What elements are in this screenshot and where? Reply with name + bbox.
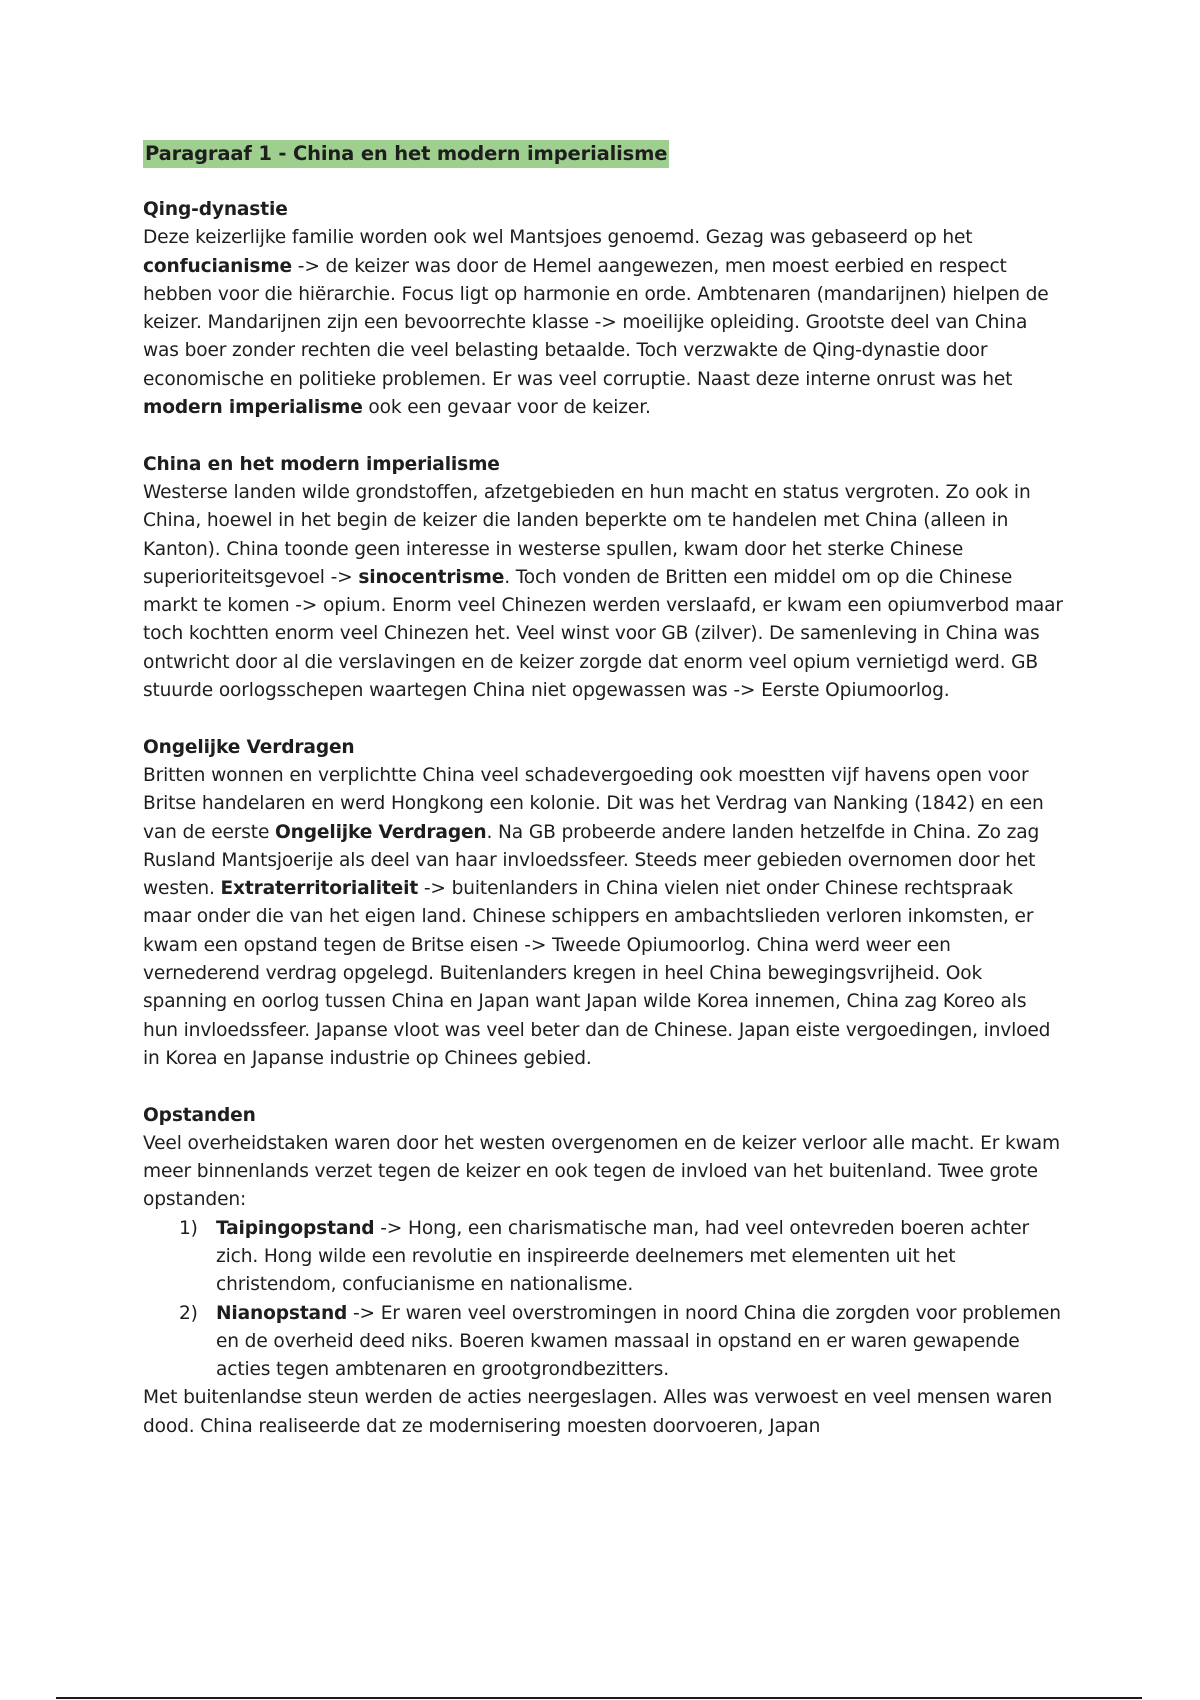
numbered-list [143,1215,1063,1385]
section-paragraph: Westerse landen wilde grondstoffen, afzetgebieden en hun macht en status vergroten. Zo ook in China, hoewel in het begin de keizer die landen beperkte om te handelen met China (alleen in Kanton). China toonde geen interesse in westerse spullen, kwam door het sterke Chinese superioriteitsgevoel -> sinocentrisme. Toch vonden de Britten een middel om op die Chinese markt te komen -> opium. Enorm veel Chinezen werden verslaafd, er kwam een opiumverbod maar toch kochtten enorm veel Chinezen het. Veel winst voor GB (zilver). De samenleving in China was ontwricht door al die verslavingen en de keizer zorgde dat enorm veel opium vernietigd werd. GB stuurde oorlogsschepen waartegen China niet opgewassen was -> Eerste Opiumoorlog. [143,481,1063,702]
document-page [143,140,1063,1441]
section-intro: Veel overheidstaken waren door het westen overgenomen en de keizer verloor alle macht. Er kwam meer binnenlands verzet tegen de keizer en ook tegen de invloed van het buitenland. Twee grote opstanden: [143,1132,1060,1211]
list-number: 2) [179,1302,198,1324]
list-item: 1) Taipingopstand -> Hong, een charismatische man, had veel ontevreden boeren achter zich. Hong wilde een revolutie en inspireerde deelnemers met elementen uit het christendom, confucianisme en nationalisme. [143,1215,1063,1300]
page-title: Paragraaf 1 - China en het modern imperialisme [143,140,669,168]
list-number: 1) [179,1217,198,1239]
section-heading: Opstanden [143,1104,256,1126]
section-paragraph: Deze keizerlijke familie worden ook wel Mantsjoes genoemd. Gezag was gebaseerd op het confucianisme -> de keizer was door de Hemel aangewezen, men moest eerbied en respect hebben voor die hiërarchie. Focus ligt op harmonie en orde. Ambtenaren (mandarijnen) hielpen de keizer. Mandarijnen zijn een bevoorrechte klasse -> moeilijke opleiding. Grootste deel van China was boer zonder rechten die veel belasting betaalde. Toch verzwakte de Qing-dynastie door economische en politieke problemen. Er was veel corruptie. Naast deze interne onrust was het modern imperialisme ook een gevaar voor de keizer. [143,227,1049,419]
key-term: sinocentrisme [358,566,505,588]
key-term: Taipingopstand [216,1217,375,1239]
section-ongelijke-verdragen [143,734,1063,1074]
section-heading: Qing-dynastie [143,199,288,220]
section-outro: Met buitenlandse steun werden de acties neergeslagen. Alles was verwoest en veel mensen waren dood. China realiseerde dat ze modernisering moesten doorvoeren, Japan [143,1387,1053,1437]
section-heading: China en het modern imperialisme [143,453,500,475]
key-term: modern imperialisme [143,397,363,419]
page-bottom-divider [56,1697,1142,1699]
key-term: Ongelijke Verdragen [275,821,487,843]
section-heading: Ongelijke Verdragen [143,736,355,758]
key-term: confucianisme [143,255,293,277]
key-term: Nianopstand [216,1302,348,1324]
section-china-imperialisme [143,451,1063,706]
section-opstanden [143,1102,1063,1442]
list-item: 2) Nianopstand -> Er waren veel overstromingen in noord China die zorgden voor problemen en de overheid deed niks. Boeren kwamen massaal in opstand en er waren gewapende acties tegen ambtenaren en grootgrondbezitters. [143,1300,1063,1385]
key-term: Extraterritorialiteit [220,878,419,900]
section-paragraph: Britten wonnen en verplichtte China veel schadevergoeding ook moestten vijf havens open voor Britse handelaren en werd Hongkong een kolonie. Dit was het Verdrag van Nanking (1842) en een van de eerste Ongelijke Verdragen. Na GB probeerde andere landen hetzelfde in China. Zo zag Rusland Mantsjoerije als deel van haar invloedssfeer. Steeds meer gebieden overnomen door het westen. Extraterritorialiteit -> buitenlanders in China vielen niet onder Chinese rechtspraak maar onder die van het eigen land. Chinese schippers en ambachtslieden verloren inkomsten, er kwam een opstand tegen de Britse eisen -> Tweede Opiumoorlog. China werd weer een vernederend verdrag opgelegd. Buitenlanders kregen in heel China bewegingsvrijheid. Ook spanning en oorlog tussen China en Japan want Japan wilde Korea innemen, China zag Koreo als hun invloedssfeer. Japanse vloot was veel beter dan de Chinese. Japan eiste vergoedingen, invloed in Korea en Japanse industrie op Chinees gebied. [143,764,1051,1069]
section-qing-dynastie [143,196,1063,422]
